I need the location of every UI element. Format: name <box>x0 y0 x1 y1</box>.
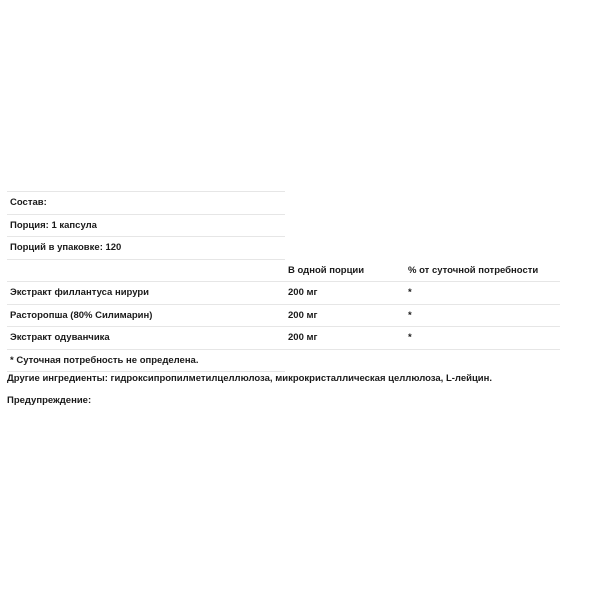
ingredient-amount: 200 мг <box>285 327 405 350</box>
ingredient-name: Расторопша (80% Силимарин) <box>7 304 285 327</box>
servings-per-container: Порций в упаковке: 120 <box>7 237 285 260</box>
ingredient-daily-value: * <box>405 327 560 350</box>
facts-title-row <box>7 192 560 215</box>
supplement-facts-table <box>7 191 560 372</box>
serving-size-row <box>7 214 560 237</box>
ingredient-name: Экстракт одуванчика <box>7 327 285 350</box>
ingredient-daily-value: * <box>405 304 560 327</box>
amount-column-header: В одной порции <box>288 264 365 276</box>
facts-header-row <box>7 259 560 282</box>
facts-title: Состав: <box>7 192 285 215</box>
ingredient-amount: 200 мг <box>285 304 405 327</box>
ingredient-amount: 200 мг <box>285 282 405 305</box>
ingredient-daily-value: * <box>405 282 560 305</box>
ingredient-name: Экстракт филлантуса нирури <box>7 282 285 305</box>
daily-value-column-header: % от суточной потребности <box>408 264 539 276</box>
warning-label: Предупреждение: <box>7 395 92 406</box>
table-row <box>7 327 560 350</box>
servings-per-container-row <box>7 237 560 260</box>
table-row <box>7 304 560 327</box>
serving-size: Порция: 1 капсула <box>7 214 285 237</box>
footnote-row <box>7 349 560 372</box>
table-row <box>7 282 560 305</box>
other-ingredients: Другие ингредиенты: гидроксипропилметилцеллюлоза, микрокристаллическая целлюлоза, L-лейцин. <box>7 373 493 384</box>
footnote: * Суточная потребность не определена. <box>7 349 285 372</box>
